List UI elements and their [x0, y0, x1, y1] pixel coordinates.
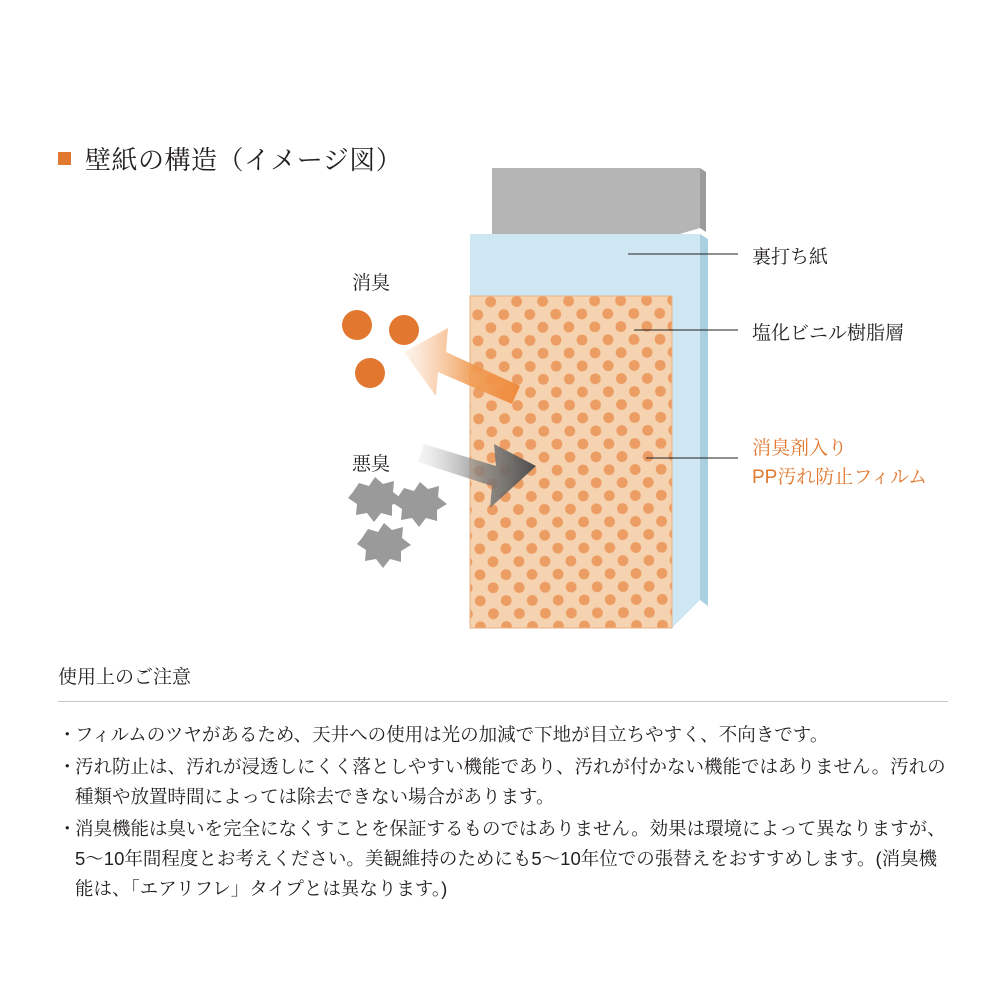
list-item [58, 814, 948, 904]
label-deodorize: 消臭 [352, 273, 391, 294]
list-item [58, 720, 948, 750]
usage-notes-title: 使用上のご注意 [58, 667, 192, 688]
label-bad-odor: 悪臭 [352, 454, 391, 475]
list-item-text: 汚れ防止は、汚れが浸透しにくく落としやすい機能であり、汚れが付かない機能ではありません。汚れの種類や放置時間によっては除去できない場合があります。 [75, 755, 946, 807]
arrow-deodorize-icon [404, 328, 520, 404]
title-bullet-icon [58, 152, 71, 165]
list-item-text: 消臭機能は臭いを完全になくすことを保証するものではありません。効果は環境によって異なりますが、5〜10年間程度とお考えください。美観維持のためにも5〜10年位での張替えをおすすめします。(消臭機能は、「エアリフレ」タイプとは異なります。) [75, 817, 946, 899]
label-pp-film-line1: 消臭剤入り [752, 438, 848, 459]
usage-notes-section [58, 662, 948, 906]
layer-vinyl-resin [470, 234, 708, 628]
list-item [58, 752, 948, 812]
deodorize-dots-icon [342, 310, 419, 388]
label-pp-film-line2: PP汚れ防止フィルム [752, 466, 928, 488]
list-bullet: ・ [58, 724, 77, 745]
list-item-text: フィルムのツヤがあるため、天井への使用は光の加減で下地が目立ちやすく、不向きです。 [75, 724, 829, 745]
layer-backing-paper [492, 168, 706, 290]
page-title: 壁紙の構造（イメージ図） [85, 145, 403, 175]
bad-odor-dots-icon [348, 477, 447, 568]
usage-notes-list [58, 702, 948, 904]
leader-lines [628, 254, 738, 458]
label-vinyl-resin-layer: 塩化ビニル樹脂層 [752, 323, 905, 344]
list-bullet: ・ [58, 755, 77, 777]
label-backing-paper: 裏打ち紙 [752, 247, 829, 268]
list-bullet: ・ [58, 817, 77, 839]
layer-pp-film [470, 290, 672, 628]
arrow-bad-odor-icon [418, 444, 536, 508]
page-title-row [58, 140, 402, 177]
label-pp-film [752, 435, 927, 492]
